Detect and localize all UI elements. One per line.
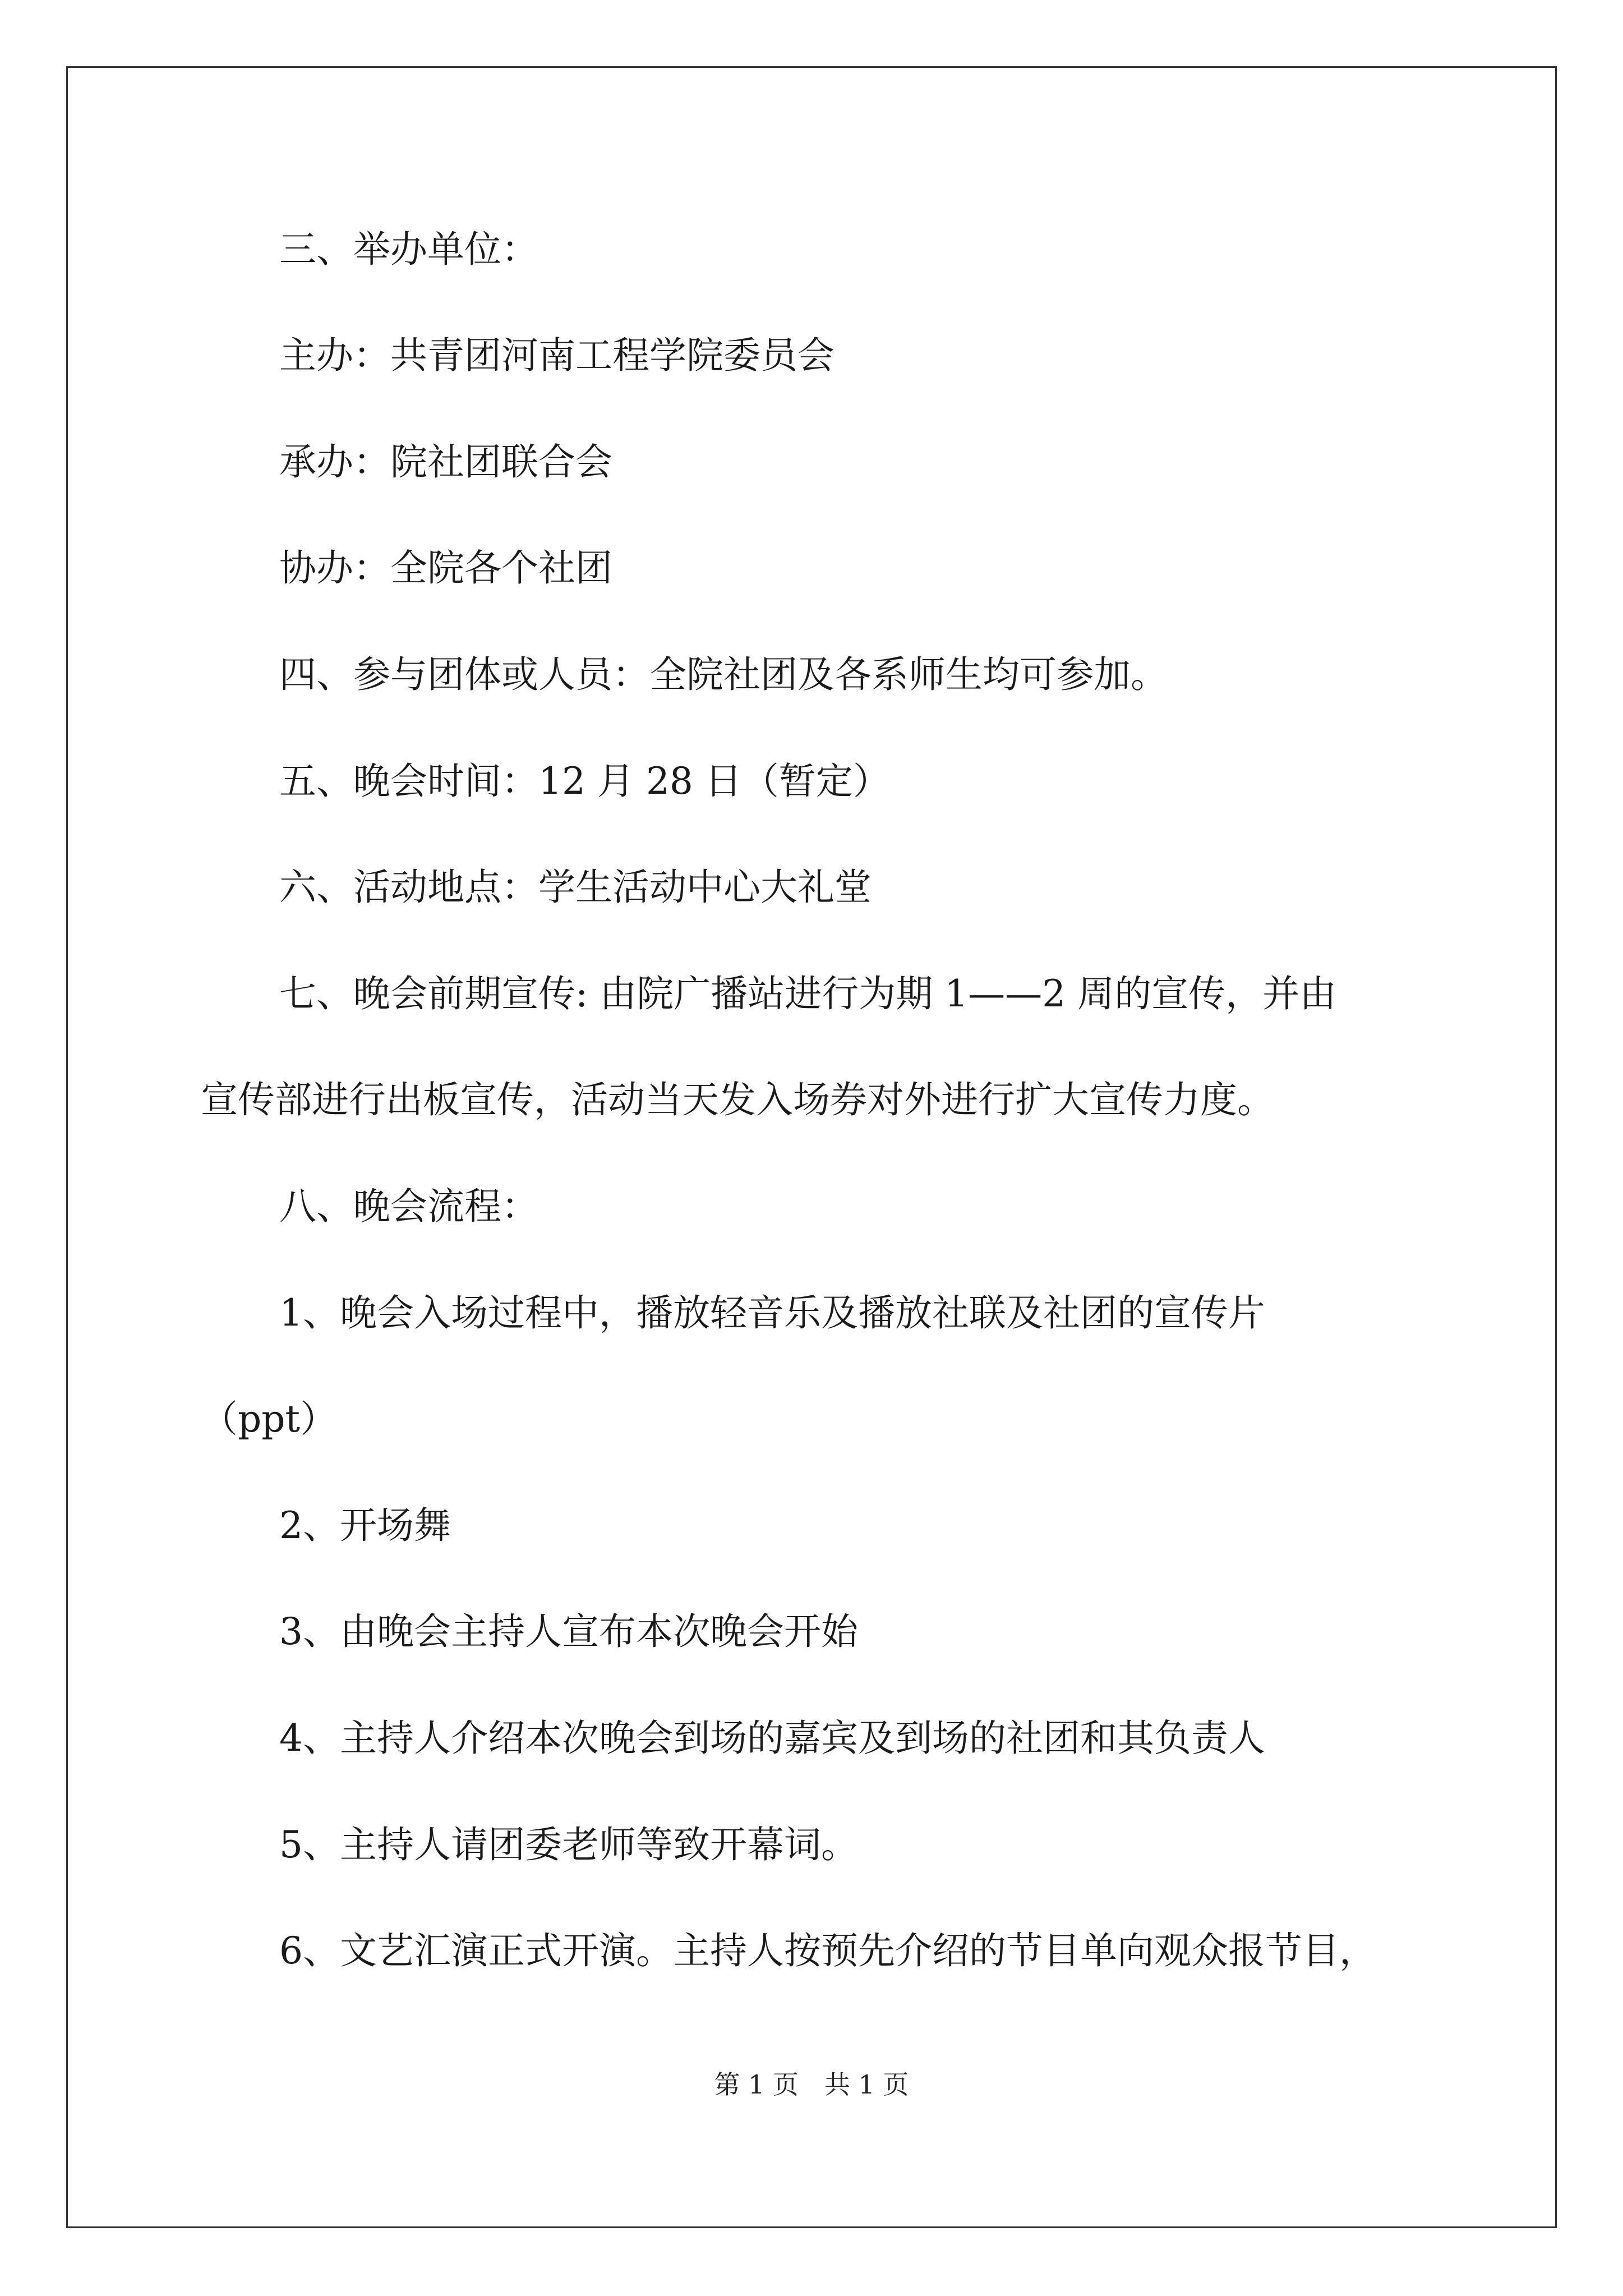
- text-line: （ppt）: [201, 1397, 338, 1441]
- text-line: 三、举办单位：: [279, 228, 538, 271]
- text-line: 5、主持人请团委老师等致开幕词。: [279, 1823, 858, 1866]
- text-line: 6、文艺汇演正式开演。主持人按预先介绍的节目单向观众报节目，: [279, 1929, 1376, 1972]
- text-line: 宣传部进行出板宣传，活动当天发入场券对外进行扩大宣传力度。: [201, 1078, 1274, 1121]
- text-line: 八、晚会流程：: [279, 1185, 538, 1228]
- text-line: 主办：共青团河南工程学院委员会: [279, 334, 834, 377]
- text-line: 四、参与团体或人员：全院社团及各系师生均可参加。: [279, 653, 1168, 696]
- text-line: 4、主持人介绍本次晚会到场的嘉宾及到场的社团和其负责人: [279, 1717, 1265, 1760]
- text-line: 承办：院社团联合会: [279, 440, 612, 484]
- text-line: 七、晚会前期宣传: 由院广播站进行为期 1——2 周的宣传，并由: [279, 972, 1337, 1015]
- page-border: [66, 66, 1557, 2228]
- text-line: 六、活动地点：学生活动中心大礼堂: [279, 866, 872, 909]
- text-line: 协办：全院各个社团: [279, 546, 612, 590]
- text-line: 1、晚会入场过程中，播放轻音乐及播放社联及社团的宣传片: [279, 1291, 1265, 1335]
- page-footer: 第 1 页 共 1 页: [714, 2069, 909, 2100]
- text-line: 2、开场舞: [279, 1504, 451, 1547]
- text-line: 五、晚会时间：12 月 28 日（暂定）: [279, 760, 890, 803]
- text-line: 3、由晚会主持人宣布本次晚会开始: [279, 1610, 858, 1653]
